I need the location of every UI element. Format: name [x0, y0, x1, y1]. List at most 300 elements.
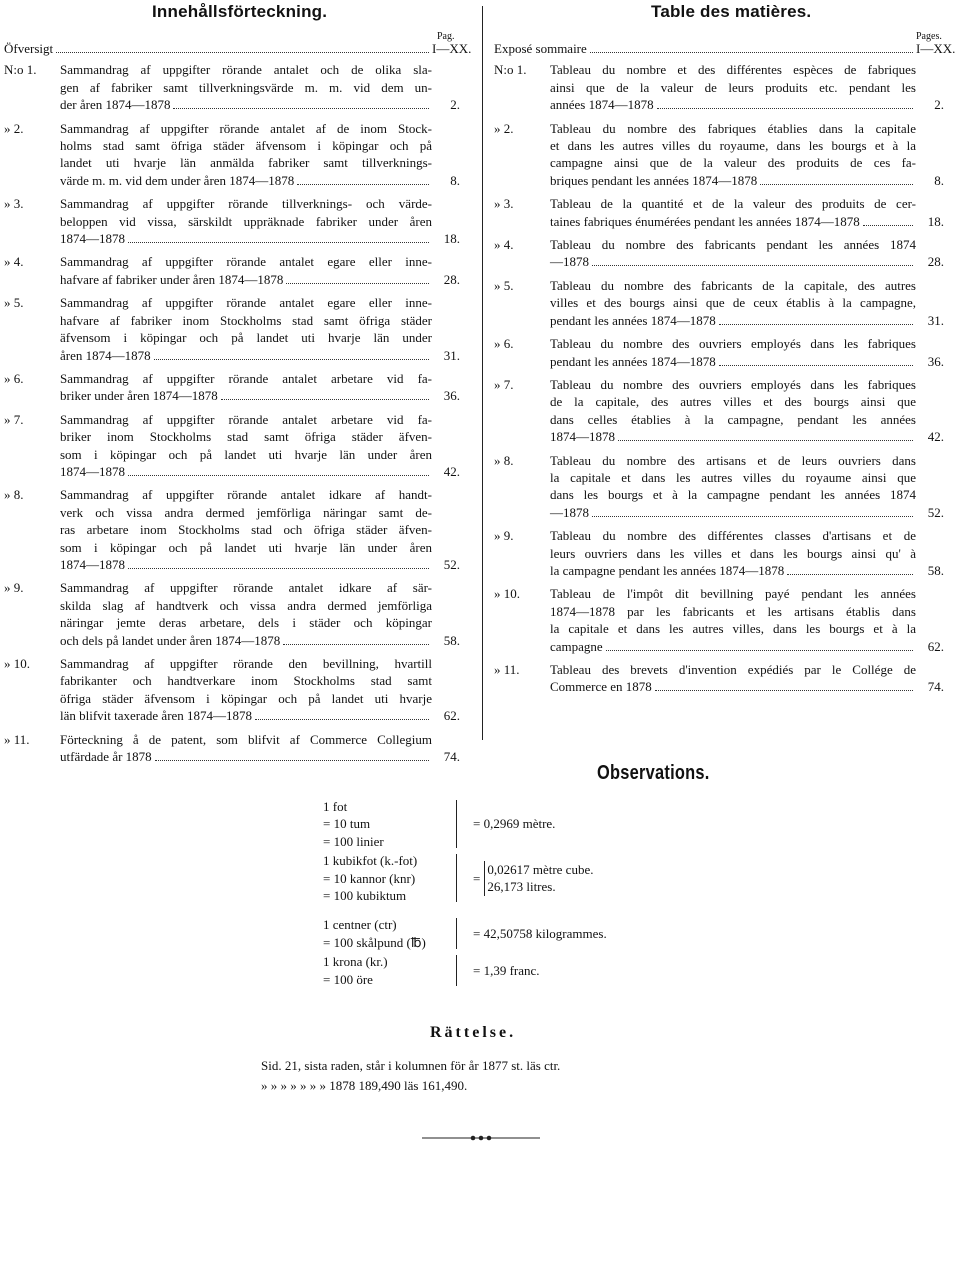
entry-last-line [60, 463, 460, 480]
entry-text [550, 527, 944, 579]
entry-line [550, 603, 944, 620]
entry-line [60, 294, 460, 311]
toc-entry [4, 61, 460, 113]
conversion-value [473, 962, 540, 979]
entry-number: » 4. [494, 237, 514, 253]
entry-line-text: näringar jemte deras arbetare, dels i städer och köpingar [60, 615, 432, 631]
entry-last-text: la campagne pendant les années 1874—1878 [550, 562, 785, 578]
entry-line [60, 61, 460, 78]
entry-last-text: —1878 [550, 254, 589, 270]
entry-last-text: 1874—1878 [60, 463, 125, 479]
entry-text [550, 376, 944, 446]
entry-line [550, 469, 944, 486]
entry-last-line [550, 253, 944, 270]
entry-last-text: briker under åren 1874—1878 [60, 388, 218, 404]
leader-dots [128, 475, 429, 476]
toc-entry [4, 253, 460, 288]
toc-entry [4, 40, 472, 57]
entry-line [60, 446, 460, 463]
leader-dots [128, 568, 429, 569]
page-number: 28. [443, 271, 460, 287]
entry-text [60, 253, 460, 288]
entry-line [60, 329, 460, 346]
value-line: = 1,39 franc. [473, 962, 540, 978]
entry-text [550, 195, 944, 230]
entry-line-text: Tableau du nombre des artisans et de leurs ouvriers dans [550, 452, 916, 468]
page-number: 8. [934, 172, 944, 188]
pag-label-sv: Pag. [437, 31, 455, 42]
entry-line-text: Sammandrag af uppgifter rörande antalet idkare af handt- [60, 487, 432, 503]
entry-last-line [60, 96, 460, 113]
page-number: 18. [927, 213, 944, 229]
leader-dots [154, 359, 429, 360]
entry-last-line [60, 387, 460, 404]
entry-line-text: la capitale et dans les autres villes, dans les bourgs et à la [550, 621, 916, 637]
entry-last-text: taines fabriques énumérées pendant les années 1874—1878 [550, 213, 860, 229]
toc-entry [494, 335, 944, 370]
entry-text [550, 61, 944, 113]
toc-entry [4, 370, 460, 405]
page-number: 36. [927, 353, 944, 369]
entry-text [4, 40, 472, 57]
entry-line [550, 61, 944, 78]
brace [456, 854, 457, 902]
entry-last-line [550, 562, 944, 579]
entry-line [60, 154, 460, 171]
entry-text [550, 236, 944, 271]
unit-line: 1 kubikfot (k.-fot) [323, 853, 418, 869]
leader-dots [592, 516, 913, 517]
entry-last-line [60, 172, 460, 189]
entry-text [550, 335, 944, 370]
leader-dots [657, 108, 913, 109]
entry-line [60, 655, 460, 672]
equals-sign: = [473, 870, 481, 886]
entry-line [60, 120, 460, 137]
conversion-group [323, 798, 556, 850]
value-line: = 0,2969 mètre. [473, 816, 556, 832]
entry-text [60, 294, 460, 364]
entry-number: » 8. [494, 452, 514, 468]
toc-entry [494, 527, 944, 579]
toc-entry [494, 120, 944, 190]
unit-line: = 100 skålpund (℔) [323, 934, 426, 950]
entry-line-text: Sammandrag af uppgifter rörande tillverknings- och värde- [60, 196, 432, 212]
entry-line [60, 579, 460, 596]
toc-entry [494, 376, 944, 446]
entry-line [550, 79, 944, 96]
entry-line [60, 253, 460, 270]
page-number: 62. [927, 638, 944, 654]
erratum-text [261, 1056, 560, 1096]
entry-number: » 2. [4, 120, 24, 136]
conversion-value [473, 815, 555, 832]
leader-dots [221, 399, 429, 400]
toc-entry [494, 236, 944, 271]
entry-line-text: Sammandrag af uppgifter rörande antalet af de inom Stock- [60, 120, 432, 136]
entry-line-text: som i köpingar och på landet uti hvarje län under åren [60, 446, 432, 462]
unit-line: = 10 kannor (knr) [323, 870, 416, 886]
entry-line-text: campagne ainsi que de la valeur des produits de ces fa- [550, 155, 916, 171]
entry-line-text: holms stad samt öfriga städer äfvensom i köpingar och på [60, 138, 432, 154]
entry-last-text: 1874—1878 [60, 556, 125, 572]
entry-line [60, 370, 460, 387]
entry-line [60, 521, 460, 538]
brace [456, 918, 457, 949]
entry-line [550, 120, 944, 137]
entry-last-line [60, 632, 460, 649]
entry-last-line [494, 40, 956, 57]
entry-line-text: Tableau du nombre des fabriques établies dans la capitale [550, 120, 916, 136]
entry-last-text: briques pendant les années 1874—1878 [550, 172, 758, 188]
entry-number: » 5. [4, 295, 24, 311]
leader-dots [286, 283, 429, 284]
value-line: 0,02617 mètre cube. [487, 861, 594, 877]
entry-last-line [550, 213, 944, 230]
entry-line [60, 614, 460, 631]
page-number: 74. [443, 749, 460, 765]
entry-line [60, 312, 460, 329]
entry-line-text: dans celles établies à la campagne, pendant les années [550, 411, 916, 427]
entry-last-text: Öfversigt [4, 41, 54, 56]
page-number: 8. [450, 172, 460, 188]
entry-text [60, 411, 460, 481]
entry-last-line [550, 678, 944, 695]
entry-last-line [4, 40, 472, 57]
page-number: 58. [443, 632, 460, 648]
leader-dots [760, 184, 913, 185]
page-number: 2. [934, 97, 944, 113]
entry-number: » 10. [494, 586, 520, 602]
entry-number: » 11. [4, 731, 30, 747]
page-number: 18. [443, 231, 460, 247]
entry-last-line [550, 504, 944, 521]
entry-line-text: dans les bourgs et à la campagne pendant les années 1874 [550, 487, 916, 503]
entry-number: » 11. [494, 662, 520, 677]
conversion-group [323, 953, 540, 988]
entry-last-line [60, 230, 460, 247]
entry-last-line [60, 707, 460, 724]
entry-line-text: hafvare af fabriker inom Stockholms stad samt öfriga städer [60, 312, 432, 328]
toc-entry [4, 195, 460, 247]
page-number: 31. [443, 347, 460, 363]
entry-line-text: Tableau du nombre des différentes classes d'artisans et de [550, 528, 916, 544]
entry-line [550, 620, 944, 637]
entry-line [60, 672, 460, 689]
toc-entry [4, 411, 460, 481]
entry-line [60, 411, 460, 428]
entry-last-text: pendant les années 1874—1878 [550, 312, 716, 328]
entry-line [60, 195, 460, 212]
column-divider [482, 6, 483, 740]
entry-number: » 4. [4, 254, 24, 270]
entry-last-text: hafvare af fabriker under åren 1874—1878 [60, 271, 284, 287]
entry-last-text: och dels på landet under åren 1874—1878 [60, 632, 281, 648]
entry-last-line [550, 353, 944, 370]
entry-line [550, 527, 944, 544]
toc-entry [4, 294, 460, 364]
entry-line [60, 690, 460, 707]
toc-entry [494, 40, 956, 57]
entry-line-text: Tableau du nombre des fabricants de la capitale, des autres [550, 277, 916, 293]
entry-line [550, 195, 944, 212]
entry-line [60, 486, 460, 503]
entry-line-text: Sammandrag af uppgifter rörande antalet arbetare vid fa- [60, 370, 432, 386]
entry-line-text: briker inom Stockholms stad samt öfriga städer äfven- [60, 429, 432, 445]
toc-list-sv [4, 40, 472, 765]
leader-dots [787, 574, 913, 575]
entry-text [494, 40, 956, 57]
observations-block [323, 798, 607, 988]
leader-dots [590, 52, 913, 53]
entry-line-text: fabrikanter och handtverkare inom Stockholms stad samt [60, 673, 432, 689]
entry-line [550, 585, 944, 602]
entry-text [60, 731, 460, 766]
unit-line: 1 fot [323, 799, 348, 814]
entry-line [550, 452, 944, 469]
entry-line [60, 539, 460, 556]
entry-number: » 7. [4, 411, 24, 427]
brace [456, 955, 457, 986]
entry-text [60, 579, 460, 649]
page-number: I—XX. [432, 41, 472, 56]
entry-line-text: öfriga städer äfvensom i köpingar och på landet uti hvarje [60, 690, 432, 706]
page-number: 52. [927, 504, 944, 520]
entry-last-text: utfärdade år 1878 [60, 749, 152, 765]
entry-text [550, 585, 944, 655]
entry-last-text: åren 1874—1878 [60, 347, 151, 363]
conversion-value [473, 861, 593, 896]
entry-text [550, 277, 944, 329]
entry-number: » 6. [494, 336, 514, 352]
unit-line: 1 krona (kr.) [323, 954, 388, 970]
value-line: = 42,50758 kilogrammes. [473, 926, 607, 942]
toc-entry [4, 731, 460, 766]
entry-text [60, 655, 460, 725]
entry-line-text: Tableau du nombre des fabricants pendant les années 1874 [550, 237, 916, 253]
entry-line-text: Tableau du nombre des ouvriers employés dans les fabriques [550, 376, 916, 392]
entry-last-line [550, 172, 944, 189]
entry-number: » 7. [494, 376, 514, 392]
entry-number: » 10. [4, 656, 30, 671]
toc-entry [4, 486, 460, 573]
entry-line [60, 213, 460, 230]
entry-line [60, 504, 460, 521]
leader-dots [283, 644, 429, 645]
page-number: 74. [927, 679, 944, 695]
leader-dots [297, 184, 429, 185]
entry-line-text: Tableau de l'impôt dit bevillning payé pendant les années [550, 586, 916, 602]
entry-line-text: Tableau des brevets d'invention expédiés par le Collége de [550, 662, 916, 677]
toc-entry [4, 120, 460, 190]
conversion-group [323, 852, 594, 904]
erratum-heading: Rättelse. [430, 1024, 517, 1041]
entry-line-text: som i köpingar och på landet uti hvarje län under åren [60, 539, 432, 555]
entry-line-text: leurs ouvriers dans les villes et dans les bourgs ainsi qu' à [550, 545, 916, 561]
entry-last-line [550, 96, 944, 113]
entry-text [60, 195, 460, 247]
entry-number: » 8. [4, 487, 24, 503]
entry-line-text: Tableau du nombre des ouvriers employés dans les fabriques [550, 336, 916, 352]
unit-line: = 10 tum [323, 816, 371, 832]
ornament-rule [422, 1134, 540, 1142]
entry-line [550, 411, 944, 428]
entry-number: » 3. [494, 196, 514, 212]
entry-line [550, 294, 944, 311]
value-line: 26,173 litres. [487, 879, 556, 895]
unit-line: = 100 linier [323, 833, 384, 849]
entry-last-text: Exposé sommaire [494, 41, 587, 56]
entry-last-line [60, 347, 460, 364]
entry-last-line [550, 638, 944, 655]
toc-entry [494, 277, 944, 329]
entry-number: » 3. [4, 196, 24, 212]
entry-line [60, 731, 460, 748]
entry-text [60, 370, 460, 405]
toc-entry [4, 579, 460, 649]
entry-line-text: Sammandrag af uppgifter rörande den bevillning, hvartill [60, 656, 432, 671]
entry-text [550, 661, 944, 696]
entry-line-text: villes et des bourgs ainsi que de ceux établis à la campagne, [550, 295, 916, 311]
leader-dots [592, 265, 913, 266]
entry-line-text: la capitale et dans les autres villes du royaume ainsi que [550, 469, 916, 485]
entry-line-text: de la capitale, des autres villes et des bourgs ainsi que [550, 394, 916, 410]
entry-number: » 9. [494, 528, 514, 544]
page-number: 42. [927, 429, 944, 445]
entry-line-text: verk och vissa andra dermed jemförliga näringar samt de- [60, 504, 432, 520]
entry-line [550, 545, 944, 562]
entry-line-text: beloppen vid vissa, särskildt uppräknade fabriker under åren [60, 213, 432, 229]
entry-line [60, 137, 460, 154]
entry-number: » 9. [4, 580, 24, 596]
page-number: 52. [443, 556, 460, 572]
toc-entry [4, 655, 460, 725]
entry-line [550, 154, 944, 171]
page-number: I—XX. [916, 41, 956, 56]
entry-line-text: Sammandrag af uppgifter rörande antalet idkare af sär- [60, 580, 432, 596]
entry-text [550, 120, 944, 190]
entry-last-line [60, 271, 460, 288]
leader-dots [719, 324, 913, 325]
entry-number: » 5. [494, 277, 514, 293]
entry-line [550, 393, 944, 410]
erratum-line-2: » » » » » » » 1878 189,490 läs 161,490. [261, 1078, 468, 1093]
entry-line [550, 236, 944, 253]
entry-text [60, 61, 460, 113]
entry-last-text: Commerce en 1878 [550, 679, 652, 695]
page-number: 58. [927, 562, 944, 578]
entry-number: N:o 1. [494, 62, 527, 78]
leader-dots [255, 719, 429, 720]
entry-last-text: län blifvit taxerade åren 1874—1878 [60, 708, 253, 724]
toc-entry [494, 585, 944, 655]
pag-label-fr: Pages. [916, 31, 942, 42]
entry-last-text: années 1874—1878 [550, 97, 654, 113]
entry-last-text: 1874—1878 [60, 231, 125, 247]
entry-line [60, 79, 460, 96]
unit-line: = 100 öre [323, 971, 373, 987]
entry-last-text: pendant les années 1874—1878 [550, 353, 716, 369]
entry-line [60, 597, 460, 614]
entry-line-text: Tableau du nombre et des différentes espèces de fabriques [550, 62, 916, 78]
toc-heading-sv: Innehållsförteckning. [152, 2, 328, 21]
observations-heading: Observations. [597, 762, 710, 784]
entry-line [60, 428, 460, 445]
entry-line-text: skilda slag af handtverk och vissa andra dermed jemförliga [60, 597, 432, 613]
entry-line [550, 486, 944, 503]
brace [456, 800, 457, 848]
entry-line-text: gen af fabriker samt tillverkningsvärde m. m. vid dem un- [60, 79, 432, 95]
entry-text [60, 486, 460, 573]
erratum-line-1: Sid. 21, sista raden, står i kolumnen för år 1877 st. läs ctr. [261, 1058, 561, 1073]
entry-text [60, 120, 460, 190]
entry-line-text: Sammandrag af uppgifter rörande antalet egare eller inne- [60, 254, 432, 270]
entry-line-text: ras arbetare inom Stockholms stad och öfriga städer äfven- [60, 522, 432, 538]
page-number: 42. [443, 463, 460, 479]
entry-line [550, 661, 944, 678]
conversion-value [473, 925, 607, 942]
entry-number: » 2. [494, 120, 514, 136]
entry-line-text: Tableau de la quantité et de la valeur des produits de cer- [550, 196, 916, 212]
entry-line [550, 277, 944, 294]
leader-dots [618, 440, 913, 441]
leader-dots [606, 650, 913, 651]
toc-entry [494, 452, 944, 522]
leader-dots [155, 760, 429, 761]
entry-line-text: Sammandrag af uppgifter rörande antalet och de olika sla- [60, 62, 432, 78]
leader-dots [173, 108, 429, 109]
unit-line: = 100 kubiktum [323, 888, 407, 904]
leader-dots [655, 690, 913, 691]
entry-last-line [550, 312, 944, 329]
toc-entry [494, 661, 944, 696]
conversion-group [323, 916, 607, 951]
entry-line-text: ainsi que de la valeur de leurs produits etc. pendant les [550, 79, 916, 95]
page-number: 62. [443, 708, 460, 724]
page-number: 31. [927, 312, 944, 328]
toc-entry [494, 195, 944, 230]
entry-line-text: et dans les autres villes du royaume, dans les bourgs et à la [550, 138, 916, 154]
entry-line-text: äfvensom i köpingar och på landet uti hvarje län under [60, 330, 432, 346]
toc-list-fr [494, 40, 956, 696]
entry-text [550, 452, 944, 522]
entry-number: N:o 1. [4, 62, 37, 78]
entry-last-text: campagne [550, 638, 603, 654]
leader-dots [128, 242, 429, 243]
entry-last-text: der åren 1874—1878 [60, 97, 171, 113]
entry-last-text: 1874—1878 [550, 429, 615, 445]
entry-line [550, 376, 944, 393]
entry-number: » 6. [4, 370, 24, 386]
toc-entry [494, 61, 944, 113]
page-number: 28. [927, 254, 944, 270]
entry-line-text: Förteckning å de patent, som blifvit af Commerce Collegium [60, 731, 432, 747]
entry-line [550, 137, 944, 154]
entry-line-text: 1874—1878 par les fabricants et les artisans établis dans [550, 603, 916, 619]
leader-dots [56, 52, 429, 53]
entry-line-text: Sammandrag af uppgifter rörande antalet egare eller inne- [60, 295, 432, 311]
entry-line-text: Sammandrag af uppgifter rörande antalet arbetare vid fa- [60, 411, 432, 427]
entry-last-line [60, 748, 460, 765]
page-number: 36. [443, 388, 460, 404]
entry-last-text: —1878 [550, 504, 589, 520]
entry-last-text: värde m. m. vid dem under åren 1874—1878 [60, 172, 295, 188]
unit-line: 1 centner (ctr) [323, 917, 397, 933]
entry-last-line [60, 556, 460, 573]
entry-last-line [550, 428, 944, 445]
toc-heading-fr: Table des matières. [651, 2, 812, 21]
leader-dots [863, 225, 913, 226]
